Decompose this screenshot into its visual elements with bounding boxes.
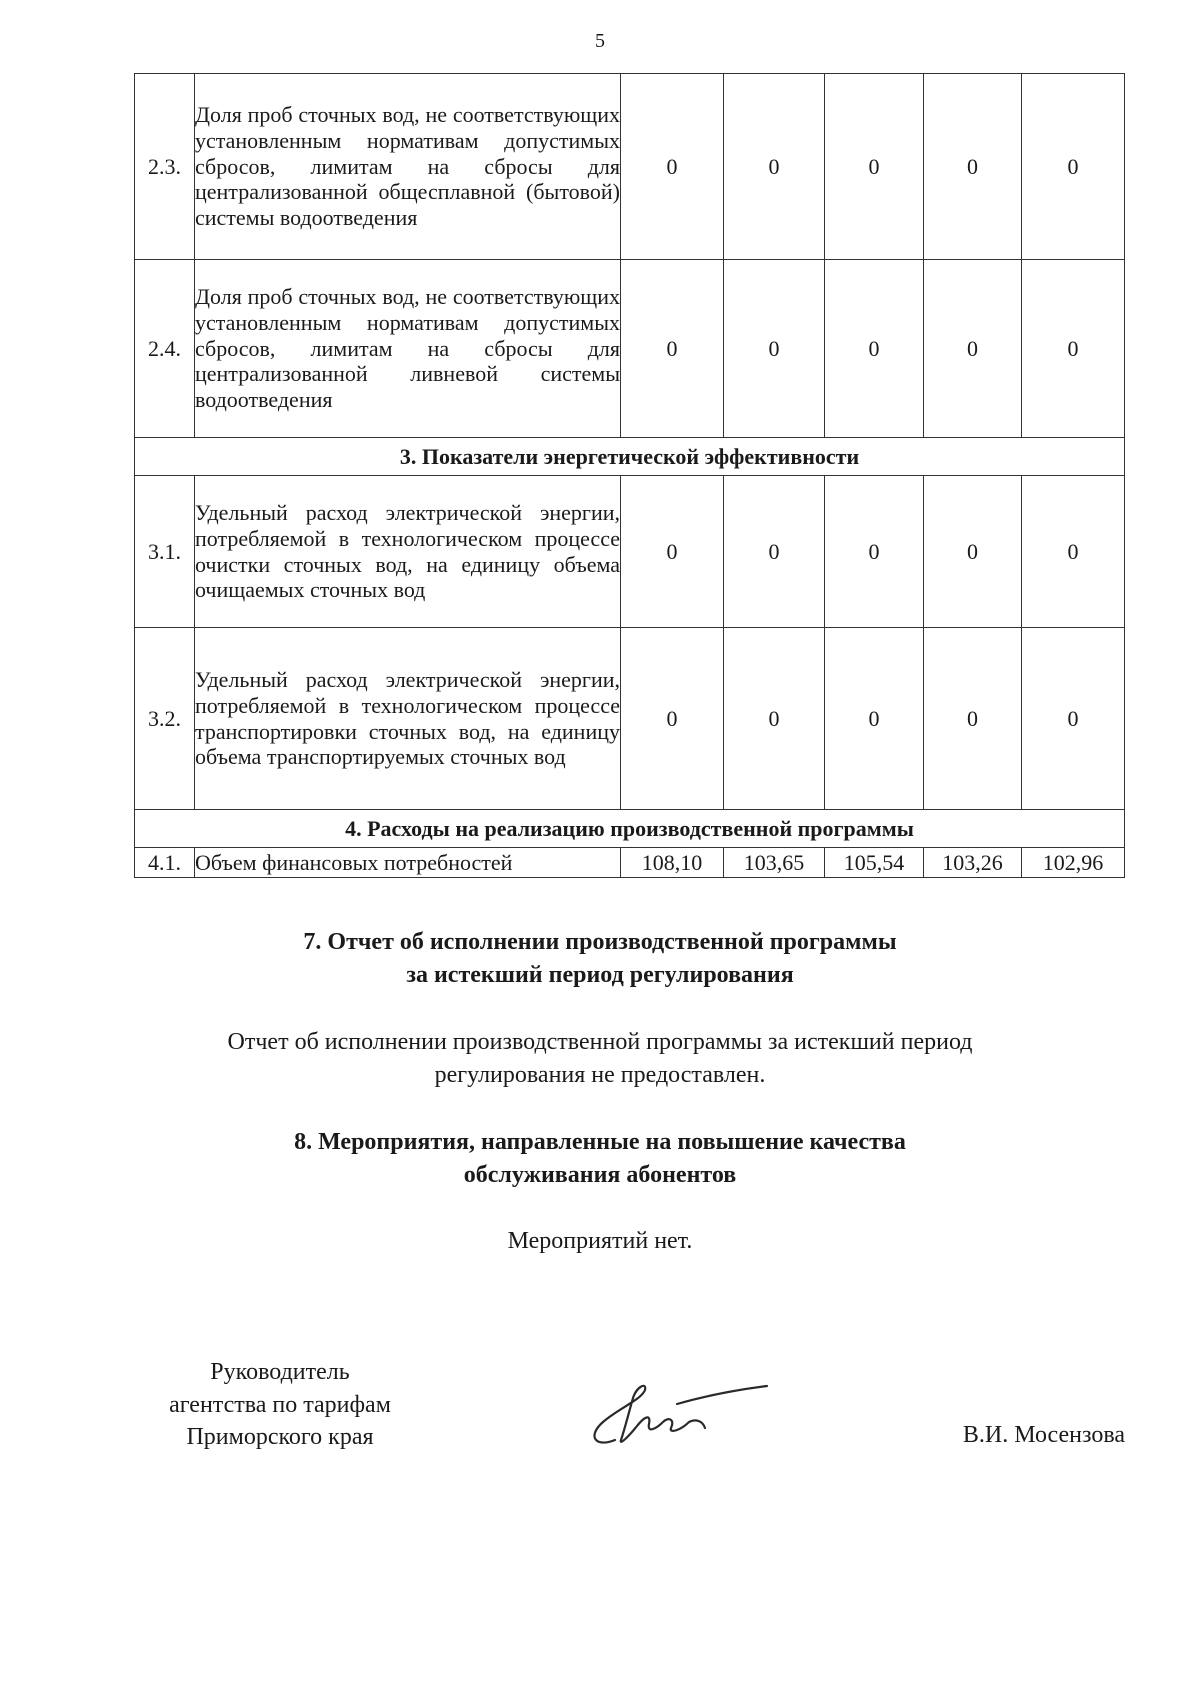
row-value: 0: [621, 628, 724, 810]
row-value: 103,26: [924, 848, 1022, 878]
page-number: 5: [595, 30, 605, 52]
row-value: 0: [825, 260, 924, 438]
table-row: [135, 628, 1125, 810]
row-value: 0: [825, 628, 924, 810]
row-description: Объем финансовых потребностей: [195, 848, 621, 878]
row-number: 2.3.: [135, 74, 195, 260]
row-value: 0: [825, 476, 924, 628]
heading-line: 7. Отчет об исполнении производственной программы: [303, 929, 897, 955]
row-number: 3.2.: [135, 628, 195, 810]
row-value: 0: [724, 260, 825, 438]
row-value: 0: [1022, 74, 1125, 260]
row-value: 105,54: [825, 848, 924, 878]
table-row: [135, 848, 1125, 878]
row-value: 0: [621, 476, 724, 628]
row-value: 103,65: [724, 848, 825, 878]
section8-heading: [0, 1126, 1200, 1192]
row-value: 0: [1022, 476, 1125, 628]
section-heading: 3. Показатели энергетической эффективности: [135, 438, 1125, 476]
table-row: [135, 74, 1125, 260]
row-value: 0: [1022, 260, 1125, 438]
text-line: Мероприятий нет.: [507, 1228, 693, 1254]
indicators-table: [134, 73, 1125, 878]
section-row: [135, 438, 1125, 476]
heading-line: 8. Мероприятия, направленные на повышение качества: [294, 1129, 906, 1155]
heading-line: за истекший период регулирования: [406, 962, 794, 989]
position-line: агентства по тарифам: [169, 1391, 391, 1418]
section-heading: 4. Расходы на реализацию производственной программы: [135, 810, 1125, 848]
row-description: Доля проб сточных вод, не соответствующих установленным нормативам допустимых сбросов, лимитам на сбросы для централизованной общесплавной (бытовой) системы водоотведения: [195, 74, 621, 260]
row-description: Удельный расход электрической энергии, потребляемой в технологическом процессе транспортировки сточных вод, на единицу объема транспортируемых сточных вод: [195, 628, 621, 810]
row-description: Удельный расход электрической энергии, потребляемой в технологическом процессе очистки сточных вод, на единицу объема очищаемых сточных вод: [195, 476, 621, 628]
row-value: 0: [724, 74, 825, 260]
row-value: 0: [924, 628, 1022, 810]
row-value: 108,10: [621, 848, 724, 878]
signer-name: В.И. Мосензова: [962, 1422, 1125, 1448]
section8-text: [0, 1225, 1200, 1258]
row-value: 0: [924, 476, 1022, 628]
handwritten-signature: [585, 1378, 775, 1458]
row-value: 0: [621, 260, 724, 438]
row-value: 0: [924, 260, 1022, 438]
text-line: Отчет об исполнении производственной программы за истекший период: [227, 1029, 973, 1055]
row-description: Доля проб сточных вод, не соответствующих установленным нормативам допустимых сбросов, лимитам на сбросы для централизованной ливневой системы водоотведения: [195, 260, 621, 438]
row-value: 0: [825, 74, 924, 260]
table-row: [135, 260, 1125, 438]
position-line: Приморского края: [186, 1424, 374, 1451]
position-line: Руководитель: [210, 1359, 350, 1385]
section7-heading: [0, 926, 1200, 992]
row-value: 0: [1022, 628, 1125, 810]
row-value: 0: [724, 476, 825, 628]
text-line: регулирования не предоставлен.: [434, 1062, 766, 1089]
row-number: 2.4.: [135, 260, 195, 438]
row-value: 102,96: [1022, 848, 1125, 878]
heading-line: обслуживания абонентов: [463, 1162, 737, 1189]
row-number: 3.1.: [135, 476, 195, 628]
signer-position: [130, 1356, 430, 1454]
section-row: [135, 810, 1125, 848]
row-value: 0: [724, 628, 825, 810]
row-value: 0: [621, 74, 724, 260]
table-row: [135, 476, 1125, 628]
row-value: 0: [924, 74, 1022, 260]
section7-text: [0, 1026, 1200, 1092]
row-number: 4.1.: [135, 848, 195, 878]
